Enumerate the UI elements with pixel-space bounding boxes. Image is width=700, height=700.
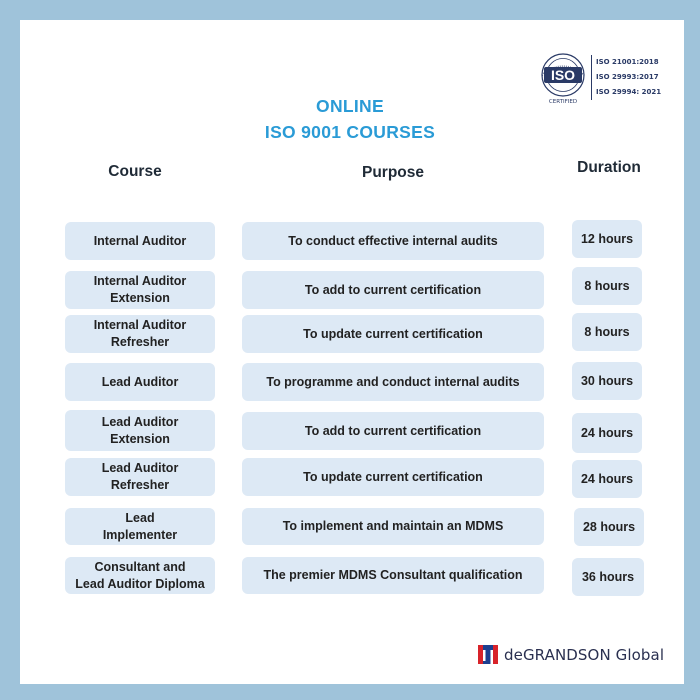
course-cell: Lead Auditor Extension <box>65 410 215 451</box>
purpose-cell: To conduct effective internal audits <box>242 222 544 260</box>
purpose-cell: To add to current certification <box>242 412 544 450</box>
duration-cell: 8 hours <box>572 313 642 351</box>
purpose-cell: To implement and maintain an MDMS <box>242 508 544 545</box>
duration-cell: 30 hours <box>572 362 642 400</box>
purpose-cell: To update current certification <box>242 315 544 353</box>
iso-standard: ISO 29993:2017 <box>596 73 659 81</box>
brand-footer <box>478 644 664 666</box>
course-cell: Lead Auditor <box>65 363 215 401</box>
duration-cell: 24 hours <box>572 460 642 498</box>
duration-cell: 24 hours <box>572 413 642 453</box>
purpose-cell: To programme and conduct internal audits <box>242 363 544 401</box>
duration-cell: 36 hours <box>572 558 644 596</box>
page-title-line-1: ONLINE <box>316 96 384 116</box>
brand-name: deGRANDSON Global <box>504 646 665 664</box>
purpose-cell: To add to current certification <box>242 271 544 309</box>
course-cell: Lead Implementer <box>65 508 215 545</box>
duration-cell: 8 hours <box>572 267 642 305</box>
purpose-cell: To update current certification <box>242 458 544 496</box>
course-cell: Internal Auditor Refresher <box>65 315 215 353</box>
iso-logo-text: ISO <box>550 67 576 83</box>
iso-standard: ISO 21001:2018 <box>596 58 659 66</box>
course-cell: Internal Auditor <box>65 222 215 260</box>
column-header-duration: Duration <box>577 159 641 176</box>
column-header-course: Course <box>108 163 162 180</box>
course-cell: Consultant and Lead Auditor Diploma <box>65 557 215 594</box>
brand-logo-icon <box>478 644 498 666</box>
iso-standard: ISO 29994: 2021 <box>596 88 662 96</box>
iso-standards-list <box>591 55 661 100</box>
duration-cell: 28 hours <box>574 508 644 546</box>
column-header-purpose: Purpose <box>361 164 424 181</box>
course-cell: Lead Auditor Refresher <box>65 458 215 496</box>
iso-logo-caption: CERTIFIED <box>548 99 578 105</box>
purpose-cell: The premier MDMS Consultant qualification <box>242 557 544 594</box>
duration-cell: 12 hours <box>572 220 642 258</box>
page-title-line-2: ISO 9001 COURSES <box>264 122 436 142</box>
course-cell: Internal Auditor Extension <box>65 271 215 309</box>
